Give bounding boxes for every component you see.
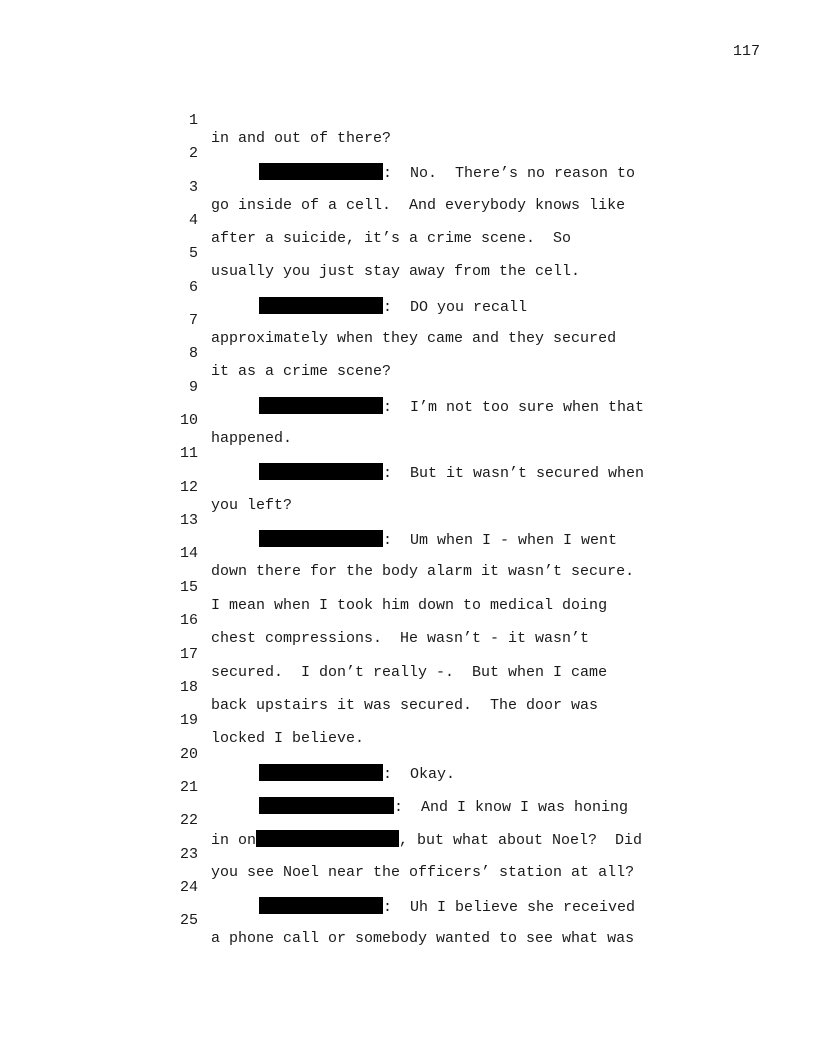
line-text: approximately when they came and they secured [211, 330, 617, 348]
line-number: 11 [179, 445, 198, 463]
line-text: a phone call or somebody wanted to see what was [211, 930, 635, 948]
line-number: 15 [179, 578, 198, 596]
line-text: happened. [211, 430, 293, 448]
line-text: back upstairs it was secured. The door was [211, 696, 599, 714]
line-number: 21 [179, 778, 198, 796]
line-text: : I’m not too sure when that [383, 398, 645, 416]
line-number: 24 [179, 878, 198, 896]
transcript-line [174, 227, 734, 281]
transcript-line [174, 794, 734, 850]
transcript-line [174, 461, 734, 514]
transcript-line [174, 527, 734, 581]
line-number: 9 [188, 378, 198, 396]
line-text: you see Noel near the officers’ station at all? [211, 863, 635, 881]
line-number: 14 [179, 545, 198, 563]
transcript-body [174, 94, 734, 948]
line-text: : And I know I was honing [394, 798, 629, 816]
transcript-line [174, 127, 734, 183]
line-text: chest compressions. He wasn’t - it wasn’t [211, 630, 590, 648]
transcript-line [174, 194, 734, 248]
transcript-line [174, 561, 734, 614]
line-number: 4 [188, 212, 198, 230]
line-number: 7 [188, 312, 198, 330]
transcript-line [174, 161, 734, 214]
transcript-line [174, 394, 734, 448]
line-number: 19 [179, 712, 198, 730]
line-number: 22 [179, 812, 198, 830]
line-number: 18 [179, 678, 198, 696]
transcript-line [174, 294, 734, 348]
line-text: go inside of a cell. And everybody knows like [211, 196, 626, 214]
transcript-line [174, 661, 734, 714]
line-number: 2 [188, 145, 198, 163]
transcript-line [174, 327, 734, 381]
line-text: : DO you recall [383, 298, 528, 316]
line-number: 23 [179, 845, 198, 863]
line-number: 6 [188, 278, 198, 296]
line-number: 8 [188, 345, 198, 363]
line-text: : No. There’s no reason to [383, 165, 636, 183]
line-text: : Um when I - when I went [383, 532, 618, 550]
line-number: 1 [188, 112, 198, 129]
line-number: 10 [179, 412, 198, 430]
line-text: : Okay. [383, 765, 456, 783]
line-text: down there for the body alarm it wasn’t secure. [211, 563, 635, 581]
line-text: locked I believe. [211, 730, 365, 748]
transcript-line [174, 761, 734, 816]
line-number: 5 [188, 245, 198, 263]
transcript-line [174, 94, 734, 147]
transcript-line [174, 594, 734, 648]
line-number: 25 [179, 912, 198, 930]
transcript-line [174, 828, 734, 881]
line-text-before-redaction: in on [211, 832, 257, 850]
transcript-line [174, 728, 734, 783]
line-text: : But it wasn’t secured when [383, 465, 645, 483]
line-text: you left? [211, 496, 293, 514]
line-text: : Uh I believe she received [383, 898, 636, 916]
transcript-line [174, 694, 734, 748]
transcript-line [174, 261, 734, 316]
line-number: 20 [179, 745, 198, 763]
line-text: usually you just stay away from the cell. [211, 263, 581, 281]
transcript-line [174, 894, 734, 948]
line-text: it as a crime scene? [211, 363, 392, 381]
line-number: 16 [179, 612, 198, 630]
page-number: 117 [733, 43, 761, 60]
line-number: 3 [188, 178, 198, 196]
transcript-line [174, 494, 734, 550]
line-text: after a suicide, it’s a crime scene. So [211, 230, 572, 248]
transcript-line [174, 628, 734, 681]
transcript-line [174, 861, 734, 916]
line-text-after-redaction: , but what about Noel? Did [399, 832, 643, 850]
transcript-line [174, 361, 734, 416]
line-text: I mean when I took him down to medical doing [211, 596, 608, 614]
transcript-line [174, 427, 734, 483]
line-number: 17 [179, 645, 198, 663]
line-text: in and out of there? [211, 130, 392, 147]
line-number: 13 [179, 512, 198, 530]
line-text: secured. I don’t really -. But when I came [211, 663, 608, 681]
line-number: 12 [179, 478, 198, 496]
